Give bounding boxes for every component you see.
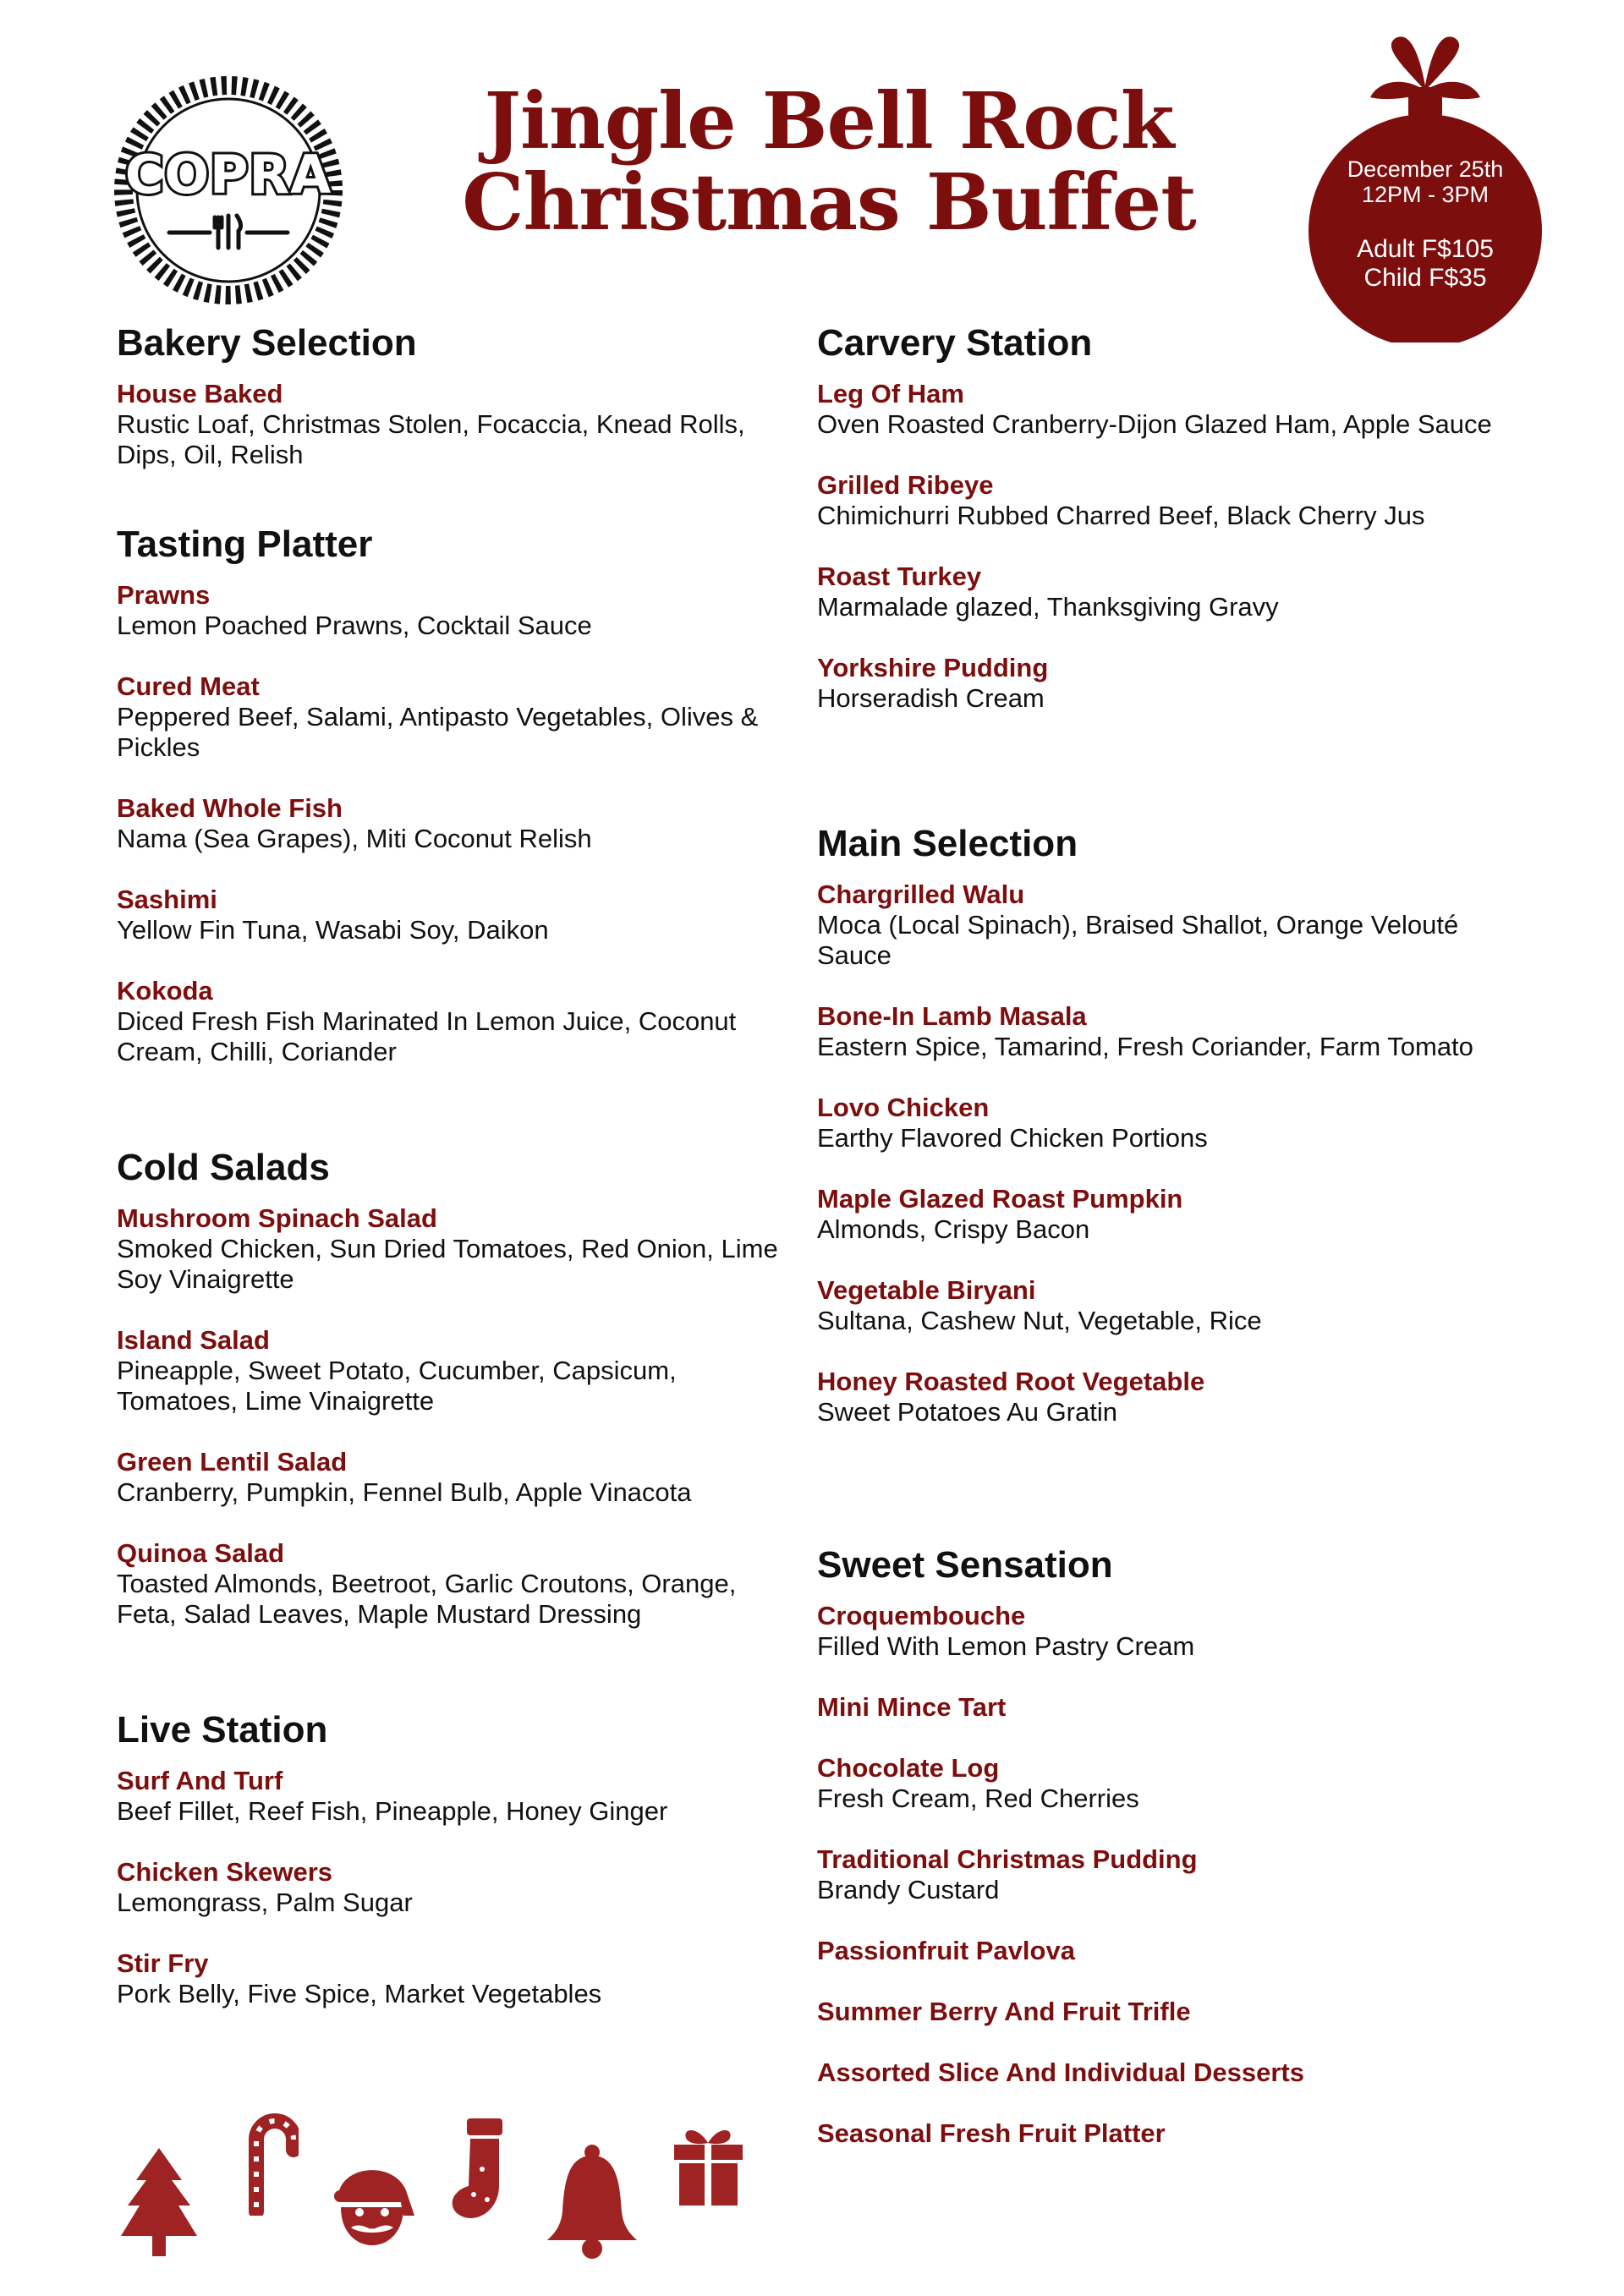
- santa-icon: [326, 2156, 419, 2266]
- item-name: Honey Roasted Root Vegetable: [817, 1367, 1205, 1396]
- menu-item: [817, 653, 1511, 714]
- section-title: Carvery Station: [817, 322, 1093, 364]
- item-desc: Pork Belly, Five Spice, Market Vegetables: [117, 1979, 602, 2008]
- item-name: Surf And Turf: [117, 1766, 283, 1795]
- menu-item: [817, 1936, 1511, 1966]
- title-line-1: Jingle Bell Rock: [484, 75, 1174, 167]
- cutlery-icon: [169, 216, 288, 248]
- event-time: 12PM - 3PM: [1361, 182, 1490, 207]
- item-name: Summer Berry And Fruit Trifle: [817, 1997, 1191, 2026]
- item-desc: Filled With Lemon Pastry Cream: [817, 1631, 1195, 1661]
- event-date: December 25th: [1347, 156, 1504, 182]
- christmas-tree-icon: [121, 2148, 197, 2258]
- menu-item: [117, 885, 785, 945]
- menu-item: [817, 379, 1511, 440]
- page-title: [423, 75, 1235, 248]
- section-main-selection: [817, 822, 1511, 1458]
- item-desc: Beef Fillet, Reef Fish, Pineapple, Honey Ginger: [117, 1796, 668, 1826]
- item-desc: Lemon Poached Prawns, Cocktail Sauce: [117, 611, 592, 640]
- menu-item: [117, 379, 785, 470]
- section-title: Live Station: [117, 1709, 328, 1751]
- item-name: Chicken Skewers: [117, 1857, 333, 1887]
- item-name: Bone-In Lamb Masala: [817, 1001, 1087, 1031]
- item-name: Stir Fry: [117, 1948, 209, 1978]
- item-name: Green Lentil Salad: [117, 1447, 348, 1477]
- item-desc: Moca (Local Spinach), Braised Shallot, Orange Velouté Sauce: [817, 910, 1459, 970]
- menu-item: [817, 2118, 1511, 2149]
- item-desc: Chimichurri Rubbed Charred Beef, Black Cherry Jus: [817, 501, 1425, 530]
- item-desc: Almonds, Crispy Bacon: [817, 1214, 1090, 1244]
- menu-item: [817, 1001, 1511, 1062]
- child-price: Child F$35: [1363, 264, 1487, 292]
- menu-item: [817, 1184, 1511, 1245]
- section-title: Main Selection: [817, 823, 1078, 864]
- item-desc: Smoked Chicken, Sun Dried Tomatoes, Red Onion, Lime Soy Vinaigrette: [117, 1234, 778, 1294]
- section-cold-salads: [117, 1146, 785, 1660]
- item-desc: Earthy Flavored Chicken Portions: [817, 1123, 1208, 1153]
- item-desc: Rustic Loaf, Christmas Stolen, Focaccia, Knead Rolls, Dips, Oil, Relish: [117, 409, 745, 469]
- item-desc: Marmalade glazed, Thanksgiving Gravy: [817, 592, 1279, 622]
- candy-cane-icon: [239, 2106, 299, 2216]
- item-name: Leg Of Ham: [817, 379, 964, 408]
- section-carvery-station: [817, 321, 1511, 744]
- item-desc: Eastern Spice, Tamarind, Fresh Coriander, Farm Tomato: [817, 1032, 1473, 1061]
- menu-item: [817, 2058, 1511, 2088]
- item-name: Maple Glazed Roast Pumpkin: [817, 1184, 1183, 1214]
- section-title: Sweet Sensation: [817, 1544, 1113, 1586]
- menu-item: [817, 1601, 1511, 1662]
- item-name: Passionfruit Pavlova: [817, 1936, 1075, 1965]
- menu-item: [117, 1857, 785, 1918]
- item-name: Croquembouche: [817, 1601, 1026, 1630]
- menu-item: [817, 470, 1511, 531]
- item-desc: Pineapple, Sweet Potato, Cucumber, Capsicum, Tomatoes, Lime Vinaigrette: [117, 1356, 677, 1416]
- item-desc: Sweet Potatoes Au Gratin: [817, 1397, 1117, 1427]
- event-prices: [1298, 235, 1552, 293]
- menu-item: [817, 562, 1511, 622]
- item-desc: Peppered Beef, Salami, Antipasto Vegetables, Olives & Pickles: [117, 702, 759, 762]
- menu-item: [117, 671, 785, 763]
- item-name: Quinoa Salad: [117, 1538, 285, 1568]
- item-name: Sashimi: [117, 885, 217, 914]
- section-bakery-selection: [117, 321, 785, 501]
- menu-item: [117, 1447, 785, 1508]
- menu-item: [817, 1844, 1511, 1905]
- section-title: Bakery Selection: [117, 322, 417, 364]
- item-name: Mini Mince Tart: [817, 1692, 1007, 1722]
- item-name: Chocolate Log: [817, 1753, 1000, 1783]
- menu-item: [117, 793, 785, 854]
- title-line-2: Christmas Buffet: [462, 156, 1196, 248]
- event-badge: [1298, 30, 1552, 342]
- menu-item: [117, 976, 785, 1067]
- logo-wordmark: COPRA: [124, 144, 332, 205]
- menu-item: [817, 1997, 1511, 2027]
- item-name: Traditional Christmas Pudding: [817, 1844, 1198, 1874]
- menu-item: [117, 1203, 785, 1295]
- item-name: Lovo Chicken: [817, 1093, 990, 1122]
- item-desc: Yellow Fin Tuna, Wasabi Soy, Daikon: [117, 915, 549, 945]
- item-name: Mushroom Spinach Salad: [117, 1203, 437, 1233]
- item-name: Assorted Slice And Individual Desserts: [817, 2058, 1304, 2087]
- item-name: Grilled Ribeye: [817, 470, 994, 500]
- item-name: Kokoda: [117, 976, 213, 1006]
- item-name: Seasonal Fresh Fruit Platter: [817, 2118, 1166, 2148]
- item-name: Chargrilled Walu: [817, 879, 1025, 909]
- item-desc: Oven Roasted Cranberry-Dijon Glazed Ham, Apple Sauce: [817, 409, 1492, 439]
- copra-logo: [110, 72, 347, 309]
- item-name: House Baked: [117, 379, 283, 408]
- menu-item: [817, 1753, 1511, 1814]
- menu-item: [817, 1692, 1511, 1723]
- item-name: Island Salad: [117, 1325, 270, 1355]
- bell-icon: [546, 2144, 639, 2262]
- section-sweet-sensation: [817, 1543, 1511, 2179]
- item-name: Prawns: [117, 580, 211, 610]
- section-title: Cold Salads: [117, 1147, 330, 1188]
- item-desc: Cranberry, Pumpkin, Fennel Bulb, Apple Vinacota: [117, 1477, 692, 1507]
- section-tasting-platter: [117, 523, 785, 1098]
- menu-item: [117, 1766, 785, 1827]
- item-desc: Fresh Cream, Red Cherries: [817, 1784, 1139, 1813]
- decorative-icons: [114, 2106, 774, 2266]
- menu-item: [117, 1948, 785, 2009]
- menu-item: [117, 1325, 785, 1417]
- item-name: Baked Whole Fish: [117, 793, 343, 823]
- menu-item: [817, 879, 1511, 971]
- item-name: Cured Meat: [117, 671, 260, 701]
- menu-item: [817, 1367, 1511, 1427]
- event-datetime: [1298, 156, 1552, 207]
- item-name: Yorkshire Pudding: [817, 653, 1049, 682]
- item-desc: Brandy Custard: [817, 1875, 1000, 1904]
- item-name: Vegetable Biryani: [817, 1275, 1036, 1305]
- item-desc: Nama (Sea Grapes), Miti Coconut Relish: [117, 824, 592, 853]
- item-name: Roast Turkey: [817, 562, 982, 591]
- item-desc: Toasted Almonds, Beetroot, Garlic Croutons, Orange, Feta, Salad Leaves, Maple Mustard Dressing: [117, 1569, 737, 1629]
- adult-price: Adult F$105: [1357, 235, 1494, 263]
- menu-item: [117, 580, 785, 641]
- item-desc: Sultana, Cashew Nut, Vegetable, Rice: [817, 1306, 1262, 1335]
- stocking-icon: [448, 2118, 516, 2228]
- gift-icon: [672, 2123, 744, 2207]
- item-desc: Horseradish Cream: [817, 683, 1045, 713]
- item-desc: Diced Fresh Fish Marinated In Lemon Juice, Coconut Cream, Chilli, Coriander: [117, 1006, 737, 1066]
- section-title: Tasting Platter: [117, 523, 373, 565]
- section-live-station: [117, 1708, 785, 2040]
- item-desc: Lemongrass, Palm Sugar: [117, 1888, 413, 1917]
- menu-item: [817, 1275, 1511, 1336]
- menu-item: [817, 1093, 1511, 1153]
- menu-item: [117, 1538, 785, 1630]
